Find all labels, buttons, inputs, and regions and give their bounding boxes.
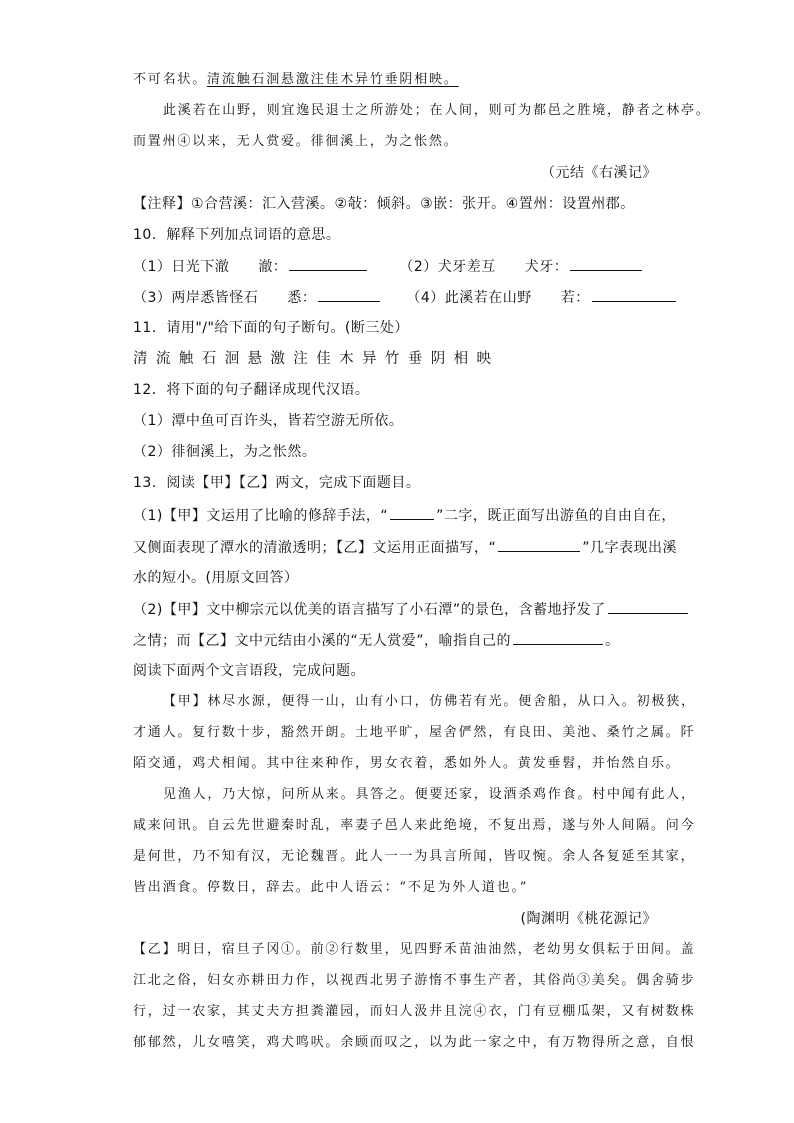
text-fragment: 不可名状。	[133, 72, 208, 87]
question-13-part-1	[133, 505, 676, 526]
text-line: 而置州④以来，无人赏爱。徘徊溪上，为之怅然。	[133, 134, 459, 149]
passage-a-line: 陌交通，鸡犬相闻。其中往来种作，男女衣着，悉如外人。黄发垂髫，并怡然自乐。	[133, 756, 681, 771]
passage-a-line: 见渔人，乃大惊，问所从来。具答之。便要还家，设酒杀鸡作食。村中闻有此人，	[163, 787, 696, 802]
passage-a-line: 皆出酒食。停数日，辞去。此中人语云：“不足为外人道也。”	[133, 880, 529, 895]
passage-a-line: 才通人。复行数十步，豁然开朗。土地平旷，屋舍俨然，有良田、美池、桑竹之属。阡	[133, 725, 696, 740]
item-label: （4）此溪若在山野 若：	[406, 290, 590, 306]
passage-b-line: 江北之俗，妇女亦耕田力作，以视西北男子游惰不事生产者，其俗尚③美矣。偶舍骑步	[133, 973, 696, 988]
text-fragment: （1)【甲】文运用了比喻的修辞手法，“	[133, 508, 389, 524]
passage-b-line: 郁郁然，儿女嘻笑，鸡犬鸣吠。余顾而叹之，以为此一家之中，有万物得所之意，自恨	[133, 1035, 696, 1050]
source-citation: （元结《右溪记》	[541, 165, 657, 181]
passage-b-line: 行，过一农家，其丈夫方担粪灌园，而妇人汲井且浣④衣，门有豆棚瓜架，又有树数株	[133, 1004, 696, 1019]
text-fragment: 。	[605, 633, 620, 649]
item-label: （1）日光下澈 澈：	[133, 259, 288, 275]
answer-blank[interactable]	[513, 630, 603, 645]
text-line: 此溪若在山野，则宜逸民退士之所游处；在人间，则可为都邑之胜境，静者之林亭。	[163, 103, 711, 118]
answer-blank[interactable]	[390, 505, 434, 520]
reading-instruction: 阅读下面两个文言语段，完成问题。	[133, 663, 365, 679]
question-13-part-1-end: 水的短小。(用原文回答）	[133, 570, 299, 586]
item-label: （3）两岸悉皆怪石 悉：	[133, 290, 317, 306]
text-fragment: ”二字，既正面写出游鱼的自由自在，	[436, 508, 676, 524]
answer-blank[interactable]	[318, 287, 380, 302]
answer-blank[interactable]	[498, 537, 580, 552]
source-citation: (陶渊明《桃花源记》	[520, 911, 657, 927]
question-13-title: 13．阅读【甲】【乙】两文，完成下面题目。	[133, 475, 421, 491]
question-12-item-2: （2）徘徊溪上，为之怅然。	[133, 444, 317, 460]
annotation-note: 【注释】①合营溪：汇入营溪。②敧：倾斜。③嵌：张开。④置州：设置州郡。	[133, 196, 635, 212]
question-13-part-2-cont	[133, 630, 620, 651]
text-fragment: （2)【甲】文中柳宗元以优美的语言描写了小石潭”的景色，含蓄地抒发了	[133, 602, 606, 618]
passage-a-line: 咸来问讯。自云先世避秦时乱，率妻子邑人来此绝境，不复出焉，遂与外人间隔。问今	[133, 818, 696, 833]
passage-a-line: 【甲】林尽水源，便得一山，山有小口，仿佛若有光。便舍船，从口入。初极狭，	[163, 694, 696, 709]
answer-blank[interactable]	[608, 599, 688, 614]
question-10-row-2	[133, 287, 678, 308]
question-12-title: 12．将下面的句子翻译成现代汉语。	[133, 382, 370, 398]
answer-blank[interactable]	[570, 256, 642, 271]
question-11-title: 11．请用"/"给下面的句子断句。(断三处）	[133, 320, 409, 336]
text-fragment: ”几字表现出溪	[582, 540, 678, 556]
passage-b-line: 【乙】明日，宿旦子冈①。前②行数里，见四野禾苗油油然，老幼男女俱耘于田间。盖	[133, 942, 696, 957]
underlined-sentence: 清流触石洄悬激注佳木异竹垂阴相映。	[207, 72, 459, 87]
question-10-row-1	[133, 256, 644, 277]
text-fragment: 又侧面表现了潭水的清澈透明；【乙】文运用正面描写，“	[133, 540, 497, 556]
question-13-part-1-cont	[133, 537, 677, 558]
question-11-sentence: 清流触石洄悬激注佳木异竹垂阴相映	[133, 351, 500, 367]
question-10-title: 10．解释下列加点词语的意思。	[133, 227, 341, 243]
answer-blank[interactable]	[289, 256, 367, 271]
answer-blank[interactable]	[592, 287, 676, 302]
passage-a-line: 是何世，乃不知有汉，无论魏晋。此人一一为具言所闻，皆叹惋。余人各复延至其家，	[133, 849, 696, 864]
text-line	[133, 70, 459, 90]
item-label: （2）犬牙差互 犬牙：	[399, 259, 569, 275]
text-fragment: 之情；而【乙】文中元结由小溪的“无人赏爱”，喻指自己的	[133, 633, 512, 649]
question-12-item-1: （1）潭中鱼可百许头，皆若空游无所依。	[133, 413, 404, 429]
question-13-part-2	[133, 599, 690, 620]
